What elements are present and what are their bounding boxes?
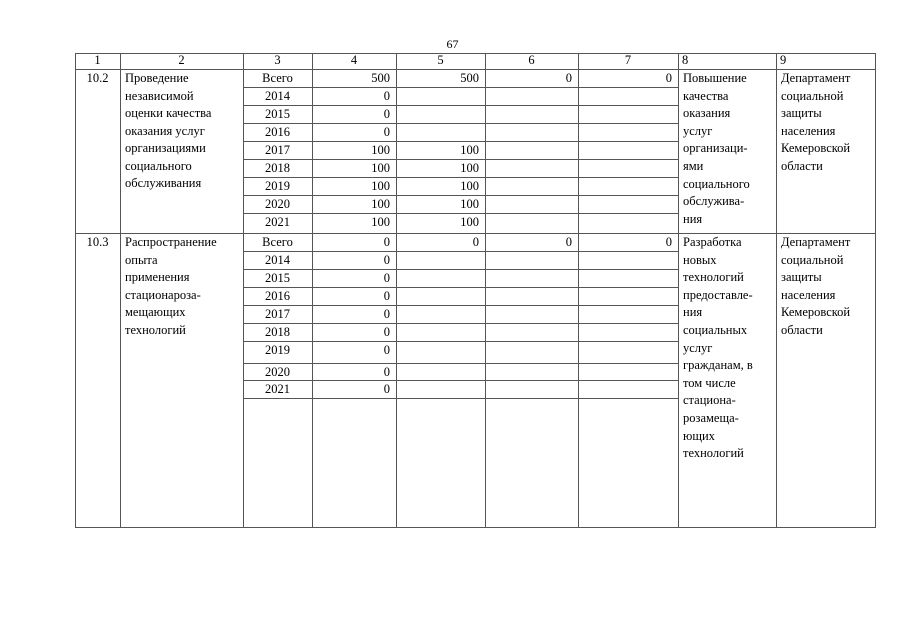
expected-result-line: обслужива-: [683, 194, 745, 209]
expected-result-line: гражданам, в: [683, 358, 753, 373]
value-cell: 0: [665, 234, 672, 249]
department-line: защиты: [781, 106, 822, 121]
period-label: 2020: [265, 364, 290, 379]
value-cell: 0: [383, 342, 390, 357]
department-line: Департамент: [781, 235, 851, 249]
value-cell: 0: [383, 234, 390, 249]
value-cell: 100: [371, 178, 390, 193]
page-number: 67: [446, 37, 459, 51]
period-label: 2014: [265, 252, 290, 267]
value-cell: 500: [460, 70, 479, 85]
period-label: 2016: [265, 124, 290, 139]
expected-result-line: ния: [683, 305, 703, 320]
value-cell: 0: [565, 234, 572, 249]
value-cell: 0: [383, 288, 390, 303]
expected-result-line: том числе: [683, 375, 736, 390]
department-line: области: [781, 323, 823, 337]
department-line: области: [781, 159, 823, 173]
expected-result-line: социальных: [683, 323, 748, 337]
expected-result-line: технологий: [683, 446, 744, 461]
expected-result-line: стациона-: [683, 393, 736, 408]
header-cell: 1: [94, 53, 101, 67]
measure-name-line: организациями: [125, 141, 206, 155]
grid-line-vertical: [578, 53, 579, 528]
period-label: 2019: [265, 342, 290, 357]
grid-line-vertical: [875, 53, 876, 528]
expected-result-line: услуг: [683, 340, 713, 355]
value-cell: 0: [665, 70, 672, 85]
value-cell: 0: [383, 306, 390, 321]
expected-result-line: социального: [683, 176, 750, 191]
measure-name-line: технологий: [125, 322, 186, 337]
department-line: Кемеровской: [781, 141, 851, 156]
measure-name-line: обслуживания: [125, 176, 202, 190]
value-cell: 0: [565, 70, 572, 85]
department-line: Кемеровской: [781, 305, 851, 320]
grid-line-horizontal: [243, 398, 679, 399]
value-cell: 0: [383, 324, 390, 339]
grid-line-vertical: [485, 53, 486, 528]
header-cell: 4: [350, 53, 358, 67]
department-line: Департамент: [781, 71, 851, 85]
expected-result-line: розамеща-: [683, 411, 739, 425]
expected-result-line: предоставле-: [683, 287, 753, 302]
period-label: 2015: [265, 106, 290, 121]
value-cell: 100: [371, 160, 390, 175]
expected-result-line: организаци-: [683, 141, 748, 156]
expected-result-line: ющих: [683, 428, 715, 443]
program-table: [75, 53, 876, 528]
grid-line-vertical: [776, 53, 777, 528]
measure-name-line: социального: [125, 158, 192, 173]
header-cell: 6: [528, 53, 535, 67]
expected-result-line: качества: [683, 88, 729, 103]
grid-line-vertical: [396, 53, 397, 528]
value-cell: 100: [371, 142, 390, 157]
department-line: населения: [781, 287, 836, 302]
period-label: Всего: [262, 234, 293, 249]
header-cell: 3: [274, 53, 281, 67]
expected-result-line: Разработка: [683, 235, 742, 249]
header-cell: 5: [437, 53, 444, 67]
row-number: 10.3: [86, 235, 109, 249]
value-cell: 100: [460, 178, 479, 193]
measure-name-line: стационароза-: [125, 287, 201, 302]
expected-result-line: ния: [683, 211, 703, 226]
value-cell: 100: [460, 160, 479, 175]
department-line: социальной: [781, 252, 844, 267]
value-cell: 0: [383, 124, 390, 139]
expected-result-line: Повышение: [683, 71, 747, 85]
measure-name-line: опыта: [125, 252, 158, 267]
measure-name-line: оценки качества: [125, 106, 212, 120]
measure-name-line: оказания услуг: [125, 123, 205, 138]
measure-name-line: применения: [125, 270, 190, 284]
measure-name-line: Проведение: [125, 71, 189, 85]
row-number: 10.2: [86, 71, 109, 85]
period-label: 2018: [265, 324, 290, 339]
period-label: 2016: [265, 288, 290, 303]
grid-line-horizontal: [75, 527, 876, 528]
department-line: защиты: [781, 270, 822, 285]
measure-name-line: независимой: [125, 88, 194, 103]
value-cell: 0: [383, 381, 390, 396]
period-label: Всего: [262, 70, 293, 85]
expected-result-line: оказания: [683, 106, 731, 121]
value-cell: 0: [383, 364, 390, 379]
department-line: населения: [781, 123, 836, 138]
value-cell: 100: [460, 142, 479, 157]
period-label: 2018: [265, 160, 290, 175]
value-cell: 0: [383, 88, 390, 103]
value-cell: 100: [460, 196, 479, 211]
expected-result-line: технологий: [683, 270, 744, 285]
grid-line-vertical: [120, 53, 121, 528]
period-label: 2019: [265, 178, 290, 193]
expected-result-line: услуг: [683, 123, 713, 138]
value-cell: 500: [371, 70, 390, 85]
header-cell: 9: [780, 53, 787, 67]
value-cell: 100: [460, 214, 479, 229]
grid-line-vertical: [678, 53, 679, 528]
value-cell: 0: [472, 234, 479, 249]
period-label: 2017: [265, 306, 290, 321]
header-cell: 2: [178, 53, 185, 67]
period-label: 2020: [265, 196, 290, 211]
period-label: 2021: [265, 214, 290, 229]
header-cell: 7: [624, 53, 632, 67]
grid-line-vertical: [75, 53, 76, 528]
department-line: социальной: [781, 88, 844, 103]
value-cell: 100: [371, 214, 390, 229]
header-cell: 8: [682, 53, 689, 67]
period-label: 2015: [265, 270, 290, 285]
value-cell: 100: [371, 196, 390, 211]
measure-name-line: мещающих: [125, 305, 186, 319]
value-cell: 0: [383, 252, 390, 267]
value-cell: 0: [383, 270, 390, 285]
value-cell: 0: [383, 106, 390, 121]
period-label: 2014: [265, 88, 290, 103]
period-label: 2017: [265, 142, 290, 157]
expected-result-line: новых: [683, 252, 717, 267]
measure-name-line: Распространение: [125, 235, 217, 249]
period-label: 2021: [265, 381, 290, 396]
expected-result-line: ями: [683, 159, 704, 173]
